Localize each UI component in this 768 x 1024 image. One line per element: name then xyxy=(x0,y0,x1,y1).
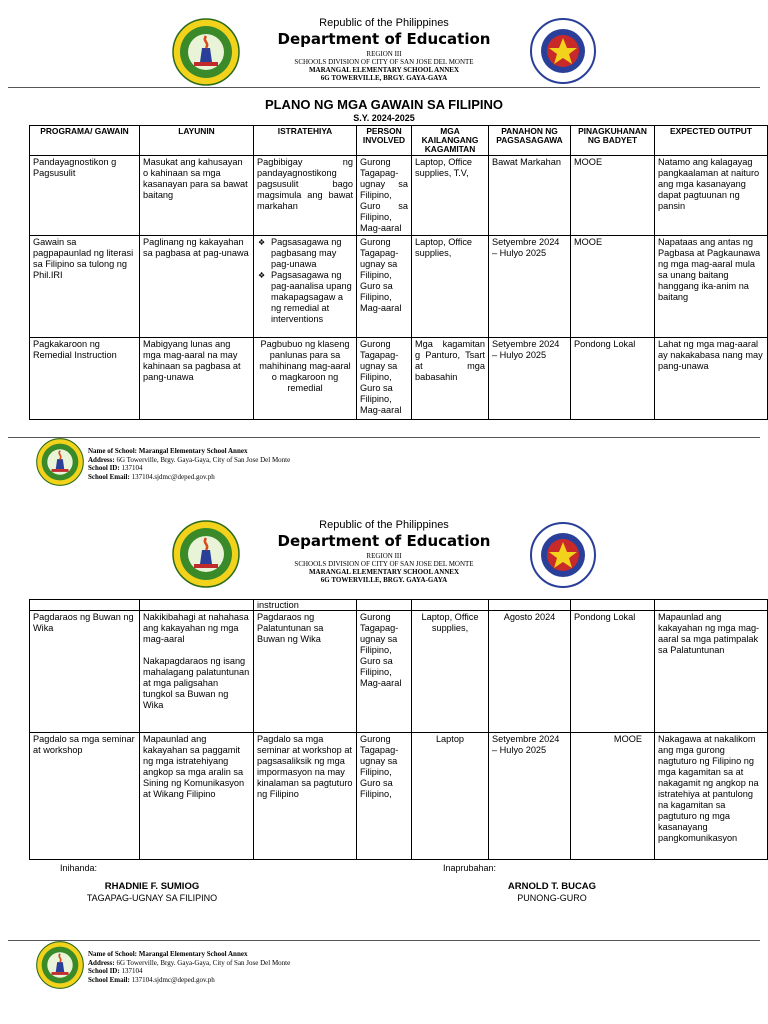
prepared-role: TAGAPAG-UGNAY SA FILIPINO xyxy=(86,893,218,903)
footer-school-seal-logo xyxy=(36,941,84,989)
layunin-part: Nakapagdaraos ng isang mahalagang palatuntunan at mga paligsahan tungkol sa Buwan ng Wika xyxy=(143,656,250,710)
cell-programa: Pandayagnostikon g Pagsusulit xyxy=(30,156,140,236)
cell-kagamitan: Laptop, Office supplies, xyxy=(412,611,489,733)
cell-kagamitan: Laptop, Office supplies, xyxy=(412,236,489,338)
footer-label: School Email: xyxy=(88,472,130,481)
footer-email[interactable]: 137104.sjdmc@deped.gov.ph xyxy=(131,472,215,481)
approved-role: PUNONG-GURO xyxy=(517,893,587,903)
header-region: REGION III xyxy=(366,50,402,58)
footer-rule xyxy=(8,437,760,438)
header-republic: Republic of the Philippines xyxy=(319,519,449,531)
cell-output: Natamo ang kalagayag pangkaalaman at naituro ang mga kasanayang dapat pagtuunan ng pansin xyxy=(655,156,768,236)
footer-label: Address: xyxy=(88,958,115,967)
footer-label: Name of School: xyxy=(88,950,137,958)
header-address: 6G TOWERVILLE, BRGY. GAYA-GAYA xyxy=(320,576,448,584)
cell-layunin: Mabigyang lunas ang mga mag-aaral na may kahinaan sa pagbasa at pang-unawa xyxy=(140,338,254,420)
cell-kagamitan: Laptop xyxy=(412,733,489,860)
table-row xyxy=(30,156,768,236)
footer-school-name: Marangal Elementary School Annex xyxy=(138,447,248,455)
cell-kagamitan: Mga kagamitan g Panturo, Tsart at mga babasahin xyxy=(412,338,489,420)
col-header: MGA KAILANGANG KAGAMITAN xyxy=(412,126,489,156)
cell-badyet: Pondong Lokal xyxy=(571,611,655,733)
header-department: Department of Education xyxy=(277,30,491,48)
cell-istratehiya: Pagbubuo ng klaseng panlunas para sa mahihinang mag-aaral o magkaroon ng remedial xyxy=(254,338,357,420)
cell-istratehiya: Pagdaraos ng Palatuntunan sa Buwan ng Wika xyxy=(254,611,357,733)
footer-label: School ID: xyxy=(88,464,120,472)
col-header: LAYUNIN xyxy=(140,126,254,156)
header-school: MARANGAL ELEMENTARY SCHOOL ANNEX xyxy=(308,66,460,74)
footer-info xyxy=(88,950,290,984)
header-division: SCHOOLS DIVISION OF CITY OF SAN JOSE DEL MONTE xyxy=(294,58,474,66)
footer-address: 6G Towerville, Brgy. Gaya-Gaya, City of San Jose Del Monte xyxy=(116,958,291,967)
table-row xyxy=(30,600,768,611)
table-row xyxy=(30,338,768,420)
cell-panahon: Setyembre 2024 – Hulyo 2025 xyxy=(489,338,571,420)
document-title: PLANO NG MGA GAWAIN SA FILIPINO xyxy=(264,97,504,112)
cell-badyet: Pondong Lokal xyxy=(571,338,655,420)
footer-rule xyxy=(8,940,760,941)
footer-school-id: 137104 xyxy=(121,464,143,472)
cell-output: Mapaunlad ang kakayahan ng mga mag-aaral sa mga patimpalak sa Palatuntunan xyxy=(655,611,768,733)
footer-school-name: Marangal Elementary School Annex xyxy=(138,950,248,958)
cell-person: Gurong Tagapag-ugnay sa Filipino, Guro sa Filipino, Mag-aaral xyxy=(357,156,412,236)
footer-address: 6G Towerville, Brgy. Gaya-Gaya, City of San Jose Del Monte xyxy=(116,455,291,464)
cell-layunin: Mapaunlad ang kakayahan sa paggamit ng mga istratehiyang angkop sa mga aralin sa Sining ng Komunikasyon at Wikang Filipino xyxy=(140,733,254,860)
col-header: ISTRATEHIYA xyxy=(254,126,357,156)
approved-label: Inaprubahan: xyxy=(443,863,497,873)
cell-badyet: MOOE xyxy=(571,156,655,236)
cell-programa: Pagkakaroon ng Remedial Instruction xyxy=(30,338,140,420)
cell-badyet: MOOE xyxy=(571,733,655,860)
header-region: REGION III xyxy=(366,552,402,560)
footer-school-id: 137104 xyxy=(121,967,143,975)
cell-programa: Pagdaraos ng Buwan ng Wika xyxy=(30,611,140,733)
cell-istratehiya xyxy=(254,236,357,338)
cell-output: Napataas ang antas ng Pagbasa at Pagkaunawa ng mga mag-aaral mula sa unang baitang hanggang ika-anim na baitang xyxy=(655,236,768,338)
footer-label: School Email: xyxy=(88,975,130,984)
cell-person: Gurong Tagapag-ugnay sa Filipino, Guro sa Filipino, Mag-aaral xyxy=(357,611,412,733)
header-school: MARANGAL ELEMENTARY SCHOOL ANNEX xyxy=(308,568,460,576)
header-republic: Republic of the Philippines xyxy=(319,17,449,29)
cell-person: Gurong Tagapag-ugnay sa Filipino, Guro sa Filipino, xyxy=(357,733,412,860)
cell-istratehiya: instruction xyxy=(254,600,357,611)
cell-panahon: Setyembre 2024 – Hulyo 2025 xyxy=(489,733,571,860)
plan-table xyxy=(29,125,768,420)
header-rule xyxy=(8,87,760,88)
col-header: PERSON INVOLVED xyxy=(357,126,412,156)
cell-istratehiya: Pagdalo sa mga seminar at workshop at pagsasaliksik ng mga impormasyon na may kinalaman sa pagtuturo ng Filipino xyxy=(254,733,357,860)
table-row xyxy=(30,611,768,733)
table-row xyxy=(30,236,768,338)
cell-person: Gurong Tagapag-ugnay sa Filipino, Guro sa Filipino, Mag-aaral xyxy=(357,236,412,338)
cell-panahon: Bawat Markahan xyxy=(489,156,571,236)
col-header: PINAGKUHANAN NG BADYET xyxy=(571,126,655,156)
prepared-label: Inihanda: xyxy=(60,863,98,873)
cell-programa: Pagdalo sa mga seminar at workshop xyxy=(30,733,140,860)
footer-email[interactable]: 137104.sjdmc@deped.gov.ph xyxy=(131,975,215,984)
cell-badyet: MOOE xyxy=(571,236,655,338)
col-header: PROGRAMA/ GAWAIN xyxy=(30,126,140,156)
footer-info xyxy=(88,447,290,481)
table-header-row xyxy=(30,126,768,156)
footer-label: School ID: xyxy=(88,967,120,975)
col-header: PANAHON NG PAGSASAGAWA xyxy=(489,126,571,156)
header-address: 6G TOWERVILLE, BRGY. GAYA-GAYA xyxy=(320,74,448,82)
bullet-item: ❖ Pagsasagawa ng pag-aanalisa upang makapagsagaw a ng remedial at interventions xyxy=(271,270,353,325)
cell-layunin: Paglinang ng kakayahan sa pagbasa at pag-unawa xyxy=(140,236,254,338)
header-division: SCHOOLS DIVISION OF CITY OF SAN JOSE DEL MONTE xyxy=(294,560,474,568)
cell-layunin xyxy=(140,611,254,733)
prepared-name: RHADNIE F. SUMIOG xyxy=(104,881,200,892)
cell-layunin: Masukat ang kahusayan o kahinaan sa mga kasanayan para sa bawat baitang xyxy=(140,156,254,236)
cell-person: Gurong Tagapag-ugnay sa Filipino, Guro sa Filipino, Mag-aaral xyxy=(357,338,412,420)
bullet-item: ❖ Pagsasagawa ng pagbasang may pag-unawa xyxy=(271,237,353,270)
cell-output: Lahat ng mga mag-aaral ay nakakabasa nang may pang-unawa xyxy=(655,338,768,420)
cell-output: Nakagawa at nakalikom ang mga gurong nagtuturo ng Filipino ng mga kagamitan sa at nakagamit ng angkop na istratehiya at pantulong na kagamitan sa pagtuturo ng mga kasanayang pangkomunikasyon xyxy=(655,733,768,860)
plan-table-continued xyxy=(29,599,768,860)
cell-programa: Gawain sa pagpapaunlad ng literasi sa Filipino sa tulong ng Phil.IRI xyxy=(30,236,140,338)
layunin-part: Nakikibahagi at nahahasa ang kakayahan ng mga mag-aaral xyxy=(143,612,249,644)
school-year: S.Y. 2024-2025 xyxy=(353,113,415,123)
cell-panahon: Agosto 2024 xyxy=(489,611,571,733)
footer-label: Address: xyxy=(88,455,115,464)
footer-label: Name of School: xyxy=(88,447,137,455)
footer-school-seal-logo xyxy=(36,438,84,486)
header-department: Department of Education xyxy=(277,532,491,550)
cell-panahon: Setyembre 2024 – Hulyo 2025 xyxy=(489,236,571,338)
table-row xyxy=(30,733,768,860)
approved-name: ARNOLD T. BUCAG xyxy=(507,881,597,892)
cell-istratehiya: Pagbibigay ng pandayagnostikong pagsusulit bago magsimula ang bawat markahan xyxy=(254,156,357,236)
col-header: EXPECTED OUTPUT xyxy=(655,126,768,156)
cell-kagamitan: Laptop, Office supplies, T.V, xyxy=(412,156,489,236)
